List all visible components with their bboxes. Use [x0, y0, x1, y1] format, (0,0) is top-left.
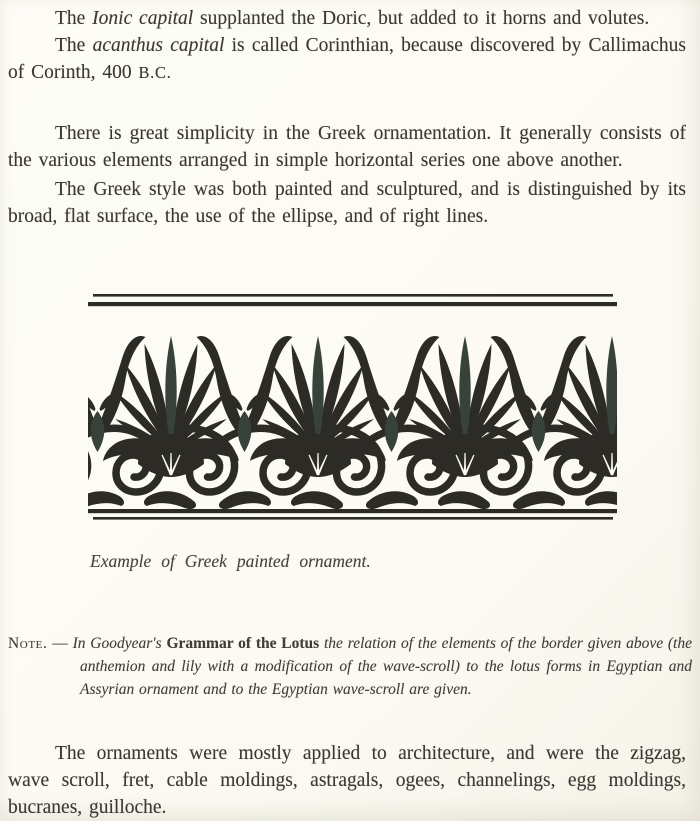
note-label: Note. — [8, 635, 48, 652]
figure-caption: Example of Greek painted ornament. — [90, 551, 371, 571]
intro-paragraphs — [8, 5, 686, 86]
paragraph-ornaments-list: The ornaments were mostly applied to architecture, and were the zigzag, wave scroll, fret, cable moldings, astragals, ogees, channelings, egg moldings, bucranes, guilloche. — [8, 743, 686, 818]
paragraph-acanthus-capital — [8, 32, 686, 86]
note-intro-italic: In Goodyear's — [72, 635, 167, 652]
simplicity-paragraphs — [8, 120, 686, 230]
p1-italic-term: Ionic capital — [92, 8, 194, 29]
paragraph-greek-simplicity: There is great simplicity in the Greek ornamentation. It generally consists of the various elements arranged in simple horizontal series one above another. — [8, 123, 686, 171]
footnote — [8, 633, 692, 701]
p1-lead: The — [55, 8, 93, 29]
note-book-title: Grammar of the Lotus — [166, 635, 320, 652]
paragraph-ionic-capital — [8, 5, 686, 32]
anthemion-border-engraving-icon — [88, 291, 617, 522]
p1-rest: supplanted the Doric, but added to it horns and volutes. — [193, 8, 650, 29]
p2-lead: The — [55, 35, 93, 56]
paragraph-greek-style: The Greek style was both painted and sculptured, and is distinguished by its broad, flat surface, the use of the ellipse, and of right lines. — [8, 179, 686, 227]
note-dash: — — [47, 635, 73, 652]
greek-ornament-figure — [88, 291, 617, 522]
p2-italic-term: acanthus capital — [92, 35, 225, 56]
p2-rest: is called Corinthian, because discovered by Callimachus of Corinth, 400 — [8, 35, 686, 83]
note-body-italic: the relation of the elements of the border given above (the anthemion and lily with a modification of the wave-scroll) to the lotus forms in Egyptian and Assyrian ornament and to the Egyptian wave-scroll are given. — [80, 635, 692, 698]
p2-bc-smallcaps: B.C. — [138, 63, 172, 82]
closing-paragraph-block — [8, 740, 686, 821]
